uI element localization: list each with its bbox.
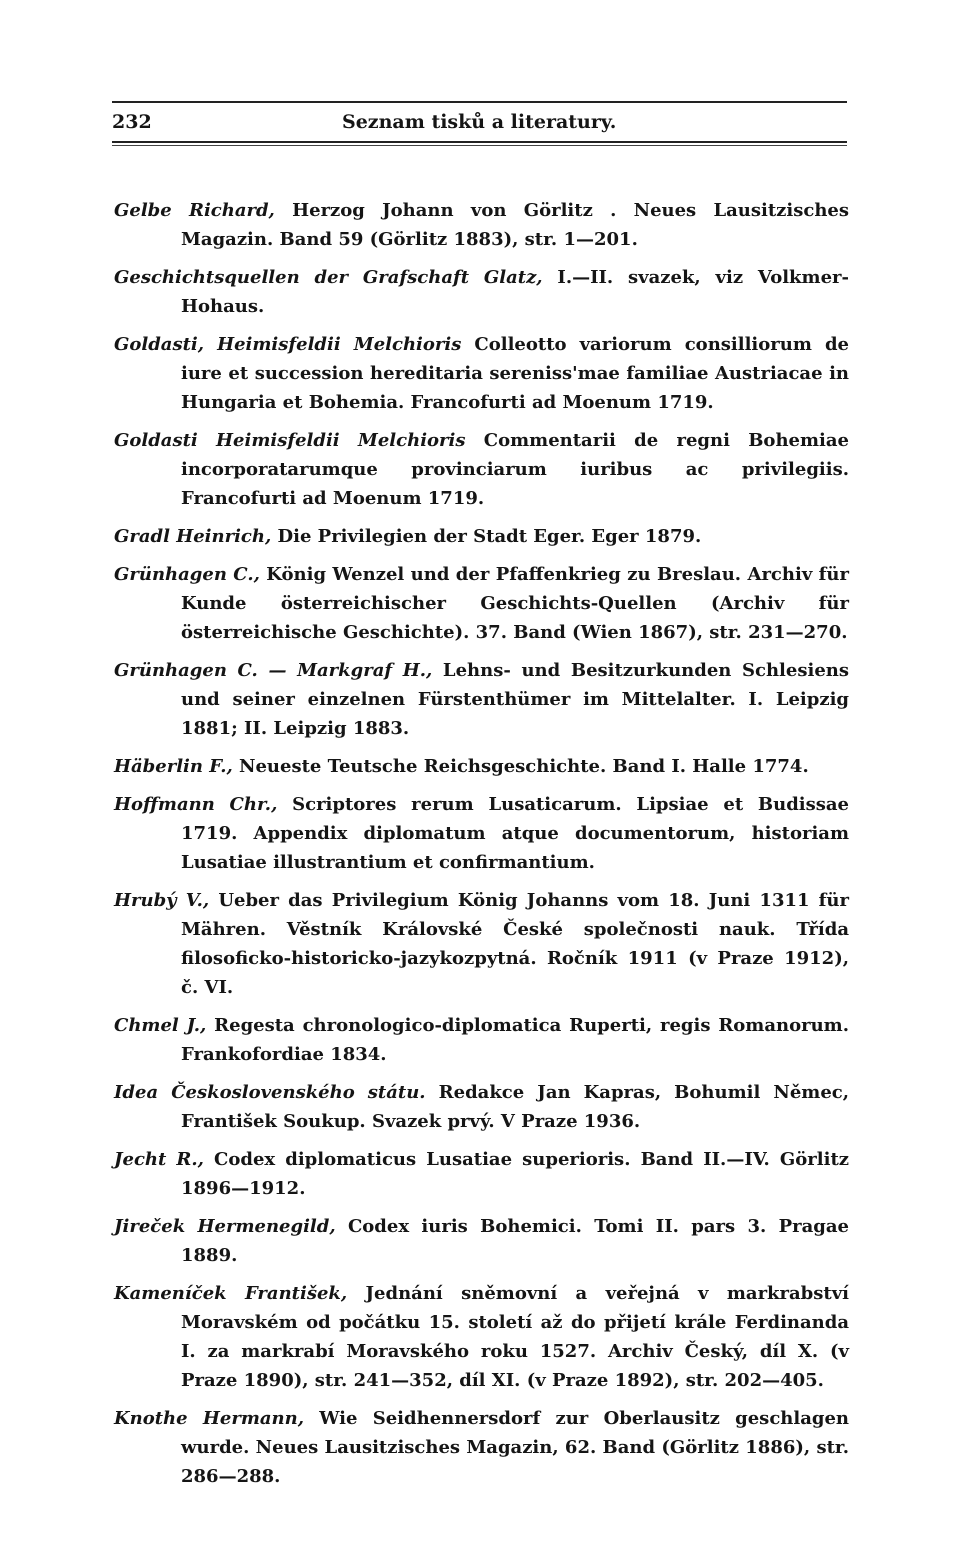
entry-text: I.—II. svazek, viz Volkmer-Hohaus. (181, 267, 849, 317)
entry-author: Goldasti Heimisfeldii Melchioris (114, 430, 466, 451)
entry-text: Neueste Teutsche Reichsgeschichte. Band I. Halle 1774. (232, 756, 809, 777)
bibliography-entry (114, 330, 849, 417)
page-number: 232 (112, 111, 152, 133)
entry-text: Regesta chronologico-diplomatica Ruperti, regis Romanorum. Frankofordiae 1834. (181, 1015, 849, 1065)
entry-text: König Wenzel und der Pfaffenkrieg zu Breslau. Archiv für Kunde österreichischer Geschichts-Quellen (Archiv für österreichische Geschichte). 37. Band (Wien 1867), str. 231—270. (181, 564, 849, 643)
bibliography-entry (114, 1011, 849, 1069)
entry-text: Wie Seidhennersdorf zur Oberlausitz geschlagen wurde. Neues Lausitzisches Magazin, 62. Band (Görlitz 1886), str. 286—288. (181, 1408, 849, 1487)
bibliography-entry (114, 1145, 849, 1203)
entry-author: Goldasti, Heimisfeldii Melchioris (114, 334, 462, 355)
entry-author: Hrubý V., (114, 890, 210, 911)
bibliography-entry (114, 886, 849, 1002)
header-rule-bottom-thin (112, 145, 847, 146)
bibliography-entry (114, 656, 849, 743)
bibliography-entry (114, 263, 849, 321)
entry-author: Kameníček František, (114, 1283, 348, 1304)
entry-text: Colleotto variorum consilliorum de iure et succession hereditaria sereniss'mae familiae Austriacae in Hungaria et Bohemia. Francofurti ad Moenum 1719. (181, 334, 849, 413)
bibliography-entry (114, 1404, 849, 1491)
entry-text: Codex diplomaticus Lusatiae superioris. Band II.—IV. Görlitz 1896—1912. (181, 1149, 850, 1199)
entry-author: Knothe Hermann, (114, 1408, 304, 1429)
entry-author: Jireček Hermenegild, (114, 1216, 336, 1237)
entry-author: Grünhagen C. — Markgraf H., (114, 660, 433, 681)
entry-text: Scriptores rerum Lusaticarum. Lipsiae et Budissae 1719. Appendix diplomatum atque documentorum, historiam Lusatiae illustrantium et confirmantium. (181, 794, 850, 873)
bibliography-entry (114, 426, 849, 513)
entry-author: Gradl Heinrich, (114, 526, 272, 547)
entry-author: Grünhagen C., (114, 564, 260, 585)
header-rule-top (112, 101, 847, 103)
bibliography-entry (114, 560, 849, 647)
bibliography-entry (114, 196, 849, 254)
header-rule-bottom (112, 141, 847, 143)
bibliography-list (114, 196, 849, 1500)
running-title: Seznam tisků a literatury. (342, 111, 617, 133)
entry-text: Commentarii de regni Bohemiae incorporatarumque provinciarum iuribus ac privilegiis. Francofurti ad Moenum 1719. (181, 430, 849, 509)
page-header (112, 104, 847, 132)
bibliography-entry (114, 1279, 849, 1395)
entry-author: Gelbe Richard, (114, 200, 275, 221)
bibliography-entry (114, 1212, 849, 1270)
bibliography-entry (114, 1078, 849, 1136)
entry-text: Die Privilegien der Stadt Eger. Eger 1879. (271, 526, 702, 547)
entry-text: Lehns- und Besitzurkunden Schlesiens und seiner einzelnen Fürstenthümer im Mittelalter. I. Leipzig 1881; II. Leipzig 1883. (181, 660, 849, 739)
entry-author: Häberlin F., (114, 756, 233, 777)
entry-text: Redakce Jan Kapras, Bohumil Němec, František Soukup. Svazek prvý. V Praze 1936. (181, 1082, 849, 1132)
entry-text: Ueber das Privilegium König Johanns vom 18. Juni 1311 für Mähren. Věstník Královské České společnosti nauk. Třída filosoficko-historicko-jazykozpytná. Ročník 1911 (v Praze 1912), č. VI. (181, 890, 849, 998)
entry-text: Codex iuris Bohemici. Tomi II. pars 3. Pragae 1889. (181, 1216, 849, 1266)
bibliography-entry (114, 790, 849, 877)
bibliography-entry (114, 752, 849, 781)
entry-author: Hoffmann Chr., (114, 794, 278, 815)
bibliography-entry (114, 522, 849, 551)
entry-author: Idea Československého státu. (114, 1082, 426, 1103)
entry-text: Herzog Johann von Görlitz . Neues Lausitzisches Magazin. Band 59 (Görlitz 1883), str. 1—201. (181, 200, 849, 250)
entry-author: Chmel J., (114, 1015, 207, 1036)
entry-author: Geschichtsquellen der Grafschaft Glatz, (114, 267, 543, 288)
entry-author: Jecht R., (114, 1149, 204, 1170)
entry-text: Jednání sněmovní a veřejná v markrabství Moravském od počátku 15. století až do přijetí krále Ferdinanda I. za markrabí Moravského roku 1527. Archiv Český, díl X. (v Praze 1890), str. 241—352, díl XI. (v Praze 1892), str. 202—405. (181, 1283, 850, 1391)
